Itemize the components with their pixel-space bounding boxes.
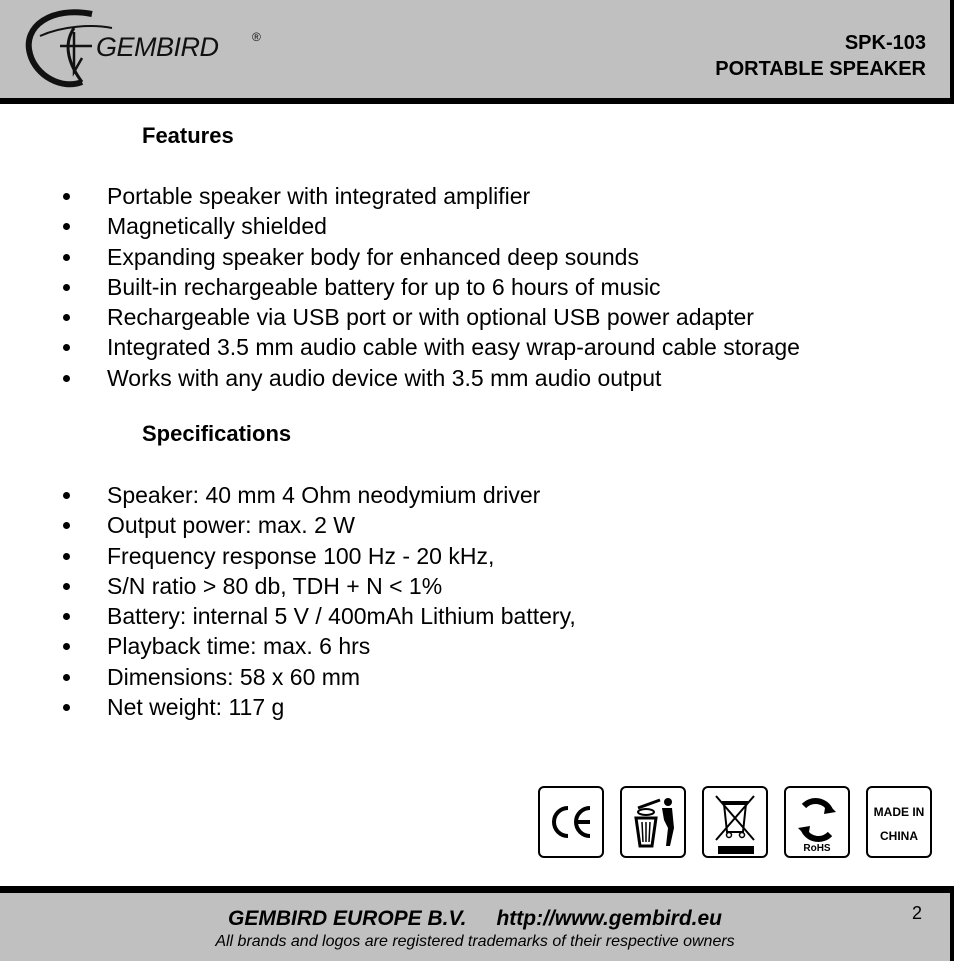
list-item [0,363,800,393]
list-item [0,480,576,510]
list-item-text: Rechargeable via USB port or with optional USB power adapter [107,304,754,331]
product-name: PORTABLE SPEAKER [715,58,926,80]
list-item-text: Expanding speaker body for enhanced deep sounds [107,243,639,270]
footer-company-line [0,907,950,931]
trademark-note: All brands and logos are registered trademarks of their respective owners [215,933,735,950]
company-name: GEMBIRD EUROPE B.V. [228,907,467,930]
gembird-logo [22,6,261,88]
company-url[interactable]: http://www.gembird.eu [496,907,722,930]
rohs-icon [784,786,850,858]
page-footer [0,886,954,961]
bullet-icon [63,674,70,681]
list-item [0,272,800,302]
bullet-icon [63,522,70,529]
list-item [0,332,800,362]
list-item [0,211,800,241]
logo-wordmark: GEMBIRD [96,32,219,62]
list-item-text: Output power: max. 2 W [107,512,355,539]
bullet-icon [63,492,70,499]
registered-mark: ® [252,30,261,44]
list-item-text: Integrated 3.5 mm audio cable with easy wrap-around cable storage [107,334,800,361]
bullet-icon [63,643,70,650]
china-label: CHINA [880,829,918,843]
list-item [0,302,800,332]
list-item-text: S/N ratio > 80 db, TDH + N < 1% [107,572,443,599]
list-item [0,541,576,571]
bullet-icon [63,284,70,291]
specifications-heading: Specifications [142,421,292,446]
bullet-icon [63,344,70,351]
list-item-text: Playback time: max. 6 hrs [107,633,371,660]
list-item [0,692,576,722]
made-in-china-icon [866,786,932,858]
list-item-text: Dimensions: 58 x 60 mm [107,663,361,690]
bullet-icon [63,193,70,200]
model-block [715,30,926,82]
weee-crossed-bin-icon [702,786,768,858]
made-in-label: MADE IN [873,805,925,819]
list-item-text: Speaker: 40 mm 4 Ohm neodymium driver [107,482,541,508]
recycle-bin-icon [620,786,686,858]
list-item [0,631,576,661]
list-item-text: Net weight: 117 g [107,694,285,721]
list-item-text: Works with any audio device with 3.5 mm audio output [107,364,662,391]
bullet-icon [63,704,70,711]
list-item [0,601,576,631]
ce-mark-icon [538,786,604,858]
bullet-icon [63,314,70,321]
model-number: SPK-103 [844,32,926,54]
list-item [0,242,800,272]
bullet-icon [63,553,70,560]
list-item [0,662,576,692]
bullet-icon [63,223,70,230]
bullet-icon [63,613,70,620]
list-item [0,571,576,601]
list-item-text: Built-in rechargeable battery for up to 6 hours of music [107,273,661,300]
features-list [0,181,800,393]
list-item-text: Portable speaker with integrated amplifier [107,183,531,209]
list-item [0,181,800,211]
list-item-text: Frequency response 100 Hz - 20 kHz, [107,542,495,569]
bullet-icon [63,375,70,382]
bullet-icon [63,254,70,261]
page-number: 2 [911,903,922,923]
page-header [0,0,954,104]
specifications-list [0,480,576,722]
list-item [0,510,576,540]
features-heading: Features [142,123,234,148]
list-item-text: Magnetically shielded [107,213,327,240]
bullet-icon [63,583,70,590]
list-item-text: Battery: internal 5 V / 400mAh Lithium battery, [107,603,576,630]
rohs-label: RoHS [803,843,831,854]
